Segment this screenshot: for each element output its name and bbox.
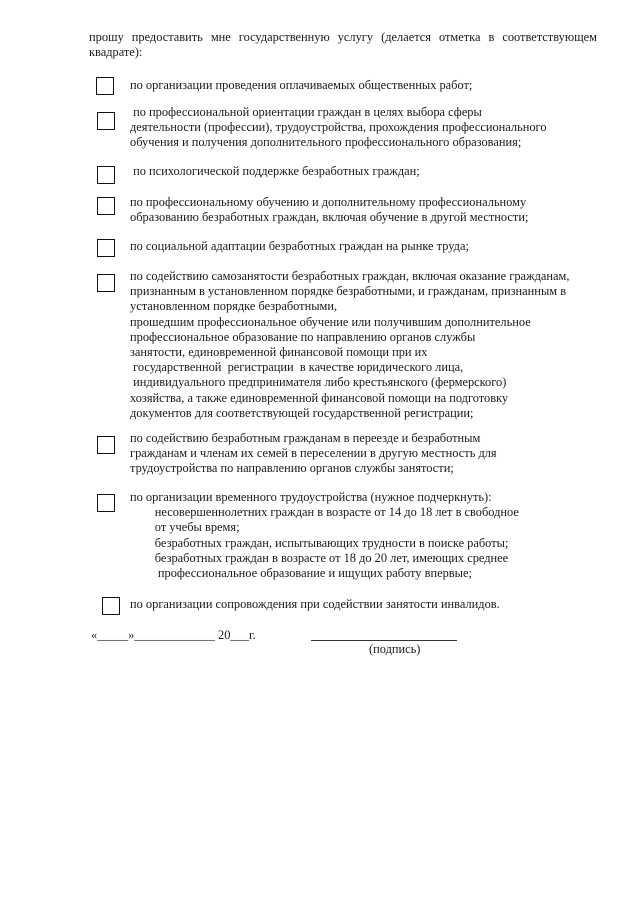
option-line: по профессиональному обучению и дополнительному профессиональному <box>130 195 527 209</box>
option-line: установленном порядке безработными, <box>130 299 338 314</box>
checkbox-paid-public-works[interactable] <box>96 77 114 95</box>
checkbox-relocation-assistance[interactable] <box>97 436 115 454</box>
option-line: по организации временного трудоустройства (нужное подчеркнуть): <box>130 490 492 504</box>
option-text <box>130 239 600 254</box>
option-line: индивидуального предпринимателя либо крестьянского (фермерского) <box>130 375 507 390</box>
option-line: профессиональное образование и ищущих работу впервые; <box>130 566 472 581</box>
option-line: признанным в установленном порядке безработными, и гражданам, признанным в <box>130 284 567 299</box>
option-line: по организации сопровождения при содействии занятости инвалидов. <box>130 597 500 611</box>
option-line: безработных граждан в возрасте от 18 до 20 лет, имеющих среднее <box>130 550 509 565</box>
option-text <box>130 195 600 225</box>
option-line: профессиональное образование по направлению органов службы <box>130 329 476 344</box>
intro-line-2: квадрате): <box>89 45 143 59</box>
option-line: документов для соответствующей государственной регистрации; <box>130 405 474 420</box>
option-text <box>130 490 600 581</box>
signature-line[interactable] <box>311 640 457 641</box>
checkbox-temporary-employment[interactable] <box>97 494 115 512</box>
option-text <box>130 164 600 179</box>
checkbox-career-guidance[interactable] <box>97 112 115 130</box>
option-line: хозяйства, а также единовременной финансовой помощи на подготовку <box>130 390 509 405</box>
checkbox-vocational-training[interactable] <box>97 197 115 215</box>
option-line: по психологической поддержке безработных граждан; <box>130 164 420 178</box>
option-text <box>130 597 600 612</box>
option-text <box>130 78 600 93</box>
option-line: от учебы время; <box>130 520 240 535</box>
option-text <box>130 431 600 477</box>
option-text <box>130 269 600 421</box>
signature-row <box>91 627 591 643</box>
option-line: по организации проведения оплачиваемых общественных работ; <box>130 78 473 92</box>
intro-line-1: прошу предоставить мне государственную услугу (делается отметка в соответствующем <box>89 30 597 44</box>
checkbox-disabled-support[interactable] <box>102 597 120 615</box>
signature-caption: (подпись) <box>369 642 421 656</box>
option-line: безработных граждан, испытывающих трудности в поиске работы; <box>130 535 509 550</box>
option-line: по содействию самозанятости безработных граждан, включая оказание гражданам, <box>130 269 570 283</box>
option-line: трудоустройства по направлению органов службы занятости; <box>130 461 454 476</box>
option-line: прошедшим профессиональное обучение или получившим дополнительное <box>130 314 531 329</box>
option-line: по социальной адаптации безработных граждан на рынке труда; <box>130 239 469 253</box>
date-field[interactable]: «_____»_____________ 20___г. <box>91 628 256 642</box>
option-line: образованию безработных граждан, включая обучение в другой местности; <box>130 210 529 225</box>
option-line: гражданам и членам их семей в переселении в другую местность для <box>130 446 497 461</box>
option-line: государственной регистрации в качестве юридического лица, <box>130 360 464 375</box>
checkbox-self-employment[interactable] <box>97 274 115 292</box>
checkbox-social-adaptation[interactable] <box>97 239 115 257</box>
option-text <box>130 105 600 151</box>
option-line: занятости, единовременной финансовой помощи при их <box>130 345 428 360</box>
option-line: обучения и получения дополнительного профессионального образования; <box>130 135 522 150</box>
intro-paragraph <box>89 30 597 60</box>
option-line: по содействию безработным гражданам в переезде и безработным <box>130 431 481 445</box>
option-line: деятельности (профессии), трудоустройства, прохождения профессионального <box>130 120 547 135</box>
option-line: по профессиональной ориентации граждан в целях выбора сферы <box>130 105 482 119</box>
option-line: несовершеннолетних граждан в возрасте от 14 до 18 лет в свободное <box>130 505 519 520</box>
checkbox-psychological-support[interactable] <box>97 166 115 184</box>
